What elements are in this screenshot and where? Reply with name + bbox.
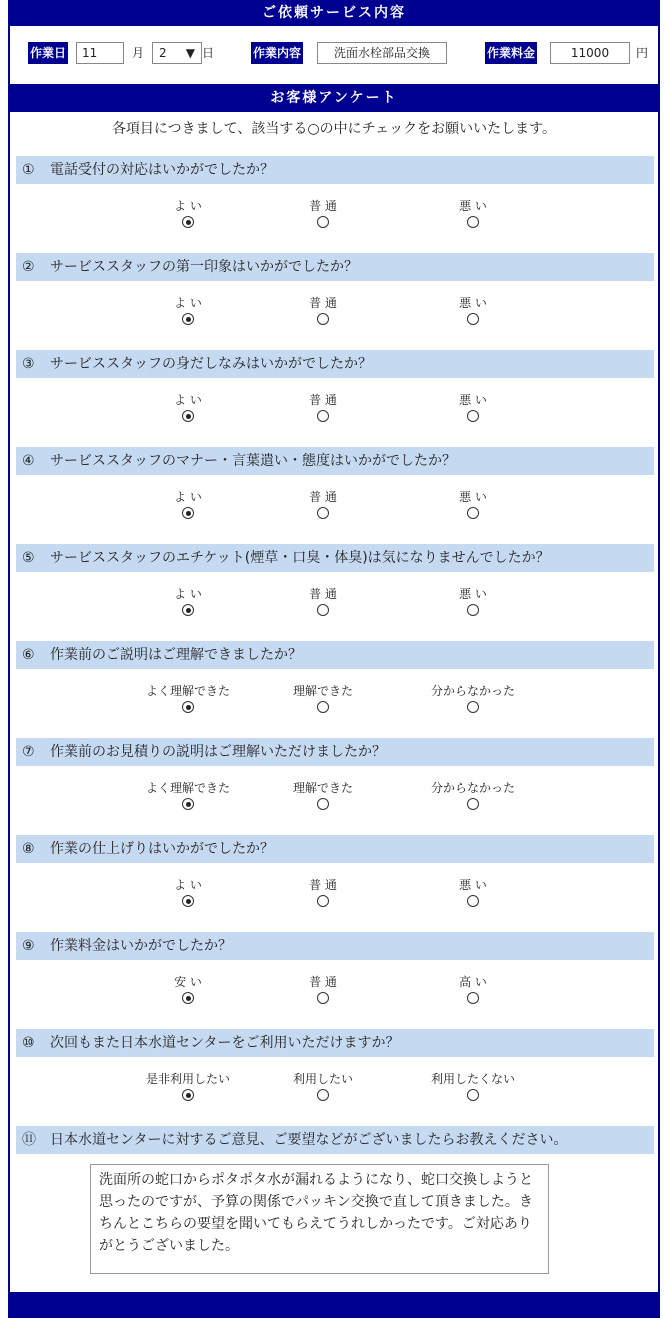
option-label: よ い bbox=[174, 199, 202, 213]
option-1-1 bbox=[128, 198, 248, 228]
option-9-2 bbox=[263, 974, 383, 1004]
option-10-3 bbox=[413, 1071, 533, 1101]
month-unit: 月 bbox=[132, 46, 145, 60]
question-text: 作業の仕上げりはいかがでしたか？ bbox=[50, 841, 274, 857]
option-2-1 bbox=[128, 295, 248, 325]
option-9-3 bbox=[413, 974, 533, 1004]
service-details bbox=[10, 26, 658, 84]
question-3 bbox=[16, 350, 654, 378]
option-3-2 bbox=[263, 392, 383, 422]
option-4-1 bbox=[128, 489, 248, 519]
option-label: 悪 い bbox=[459, 490, 487, 504]
option-label: 安 い bbox=[174, 975, 202, 989]
option-8-1 bbox=[128, 877, 248, 907]
option-label: 悪 い bbox=[459, 587, 487, 601]
radio-button[interactable] bbox=[317, 313, 329, 325]
option-label: 普 通 bbox=[309, 296, 337, 310]
question-number: ⑪ bbox=[22, 1132, 36, 1148]
day-select[interactable] bbox=[152, 42, 202, 64]
footer-bar bbox=[10, 1292, 658, 1318]
radio-button[interactable] bbox=[467, 895, 479, 907]
question-number: ⑩ bbox=[22, 1035, 35, 1051]
fee-unit: 円 bbox=[636, 46, 649, 60]
option-label: 悪 い bbox=[459, 878, 487, 892]
radio-button[interactable] bbox=[182, 701, 194, 713]
question-number: ⑥ bbox=[22, 647, 35, 663]
dropdown-arrow-icon: ▼ bbox=[185, 46, 195, 60]
radio-button[interactable] bbox=[182, 992, 194, 1004]
work-content-label: 作業内容 bbox=[251, 42, 303, 64]
option-8-2 bbox=[263, 877, 383, 907]
option-8-3 bbox=[413, 877, 533, 907]
question-number: ⑨ bbox=[22, 938, 35, 954]
option-label: 利用したくない bbox=[430, 1072, 515, 1086]
fee-label: 作業料金 bbox=[485, 42, 537, 64]
radio-button[interactable] bbox=[317, 895, 329, 907]
question-10 bbox=[16, 1029, 654, 1057]
option-label: よ い bbox=[174, 490, 202, 504]
month-field[interactable]: 11 bbox=[76, 42, 124, 64]
option-label: 普 通 bbox=[309, 878, 337, 892]
option-label: 悪 い bbox=[459, 296, 487, 310]
question-text: 作業前のお見積りの説明はご理解いただけましたか？ bbox=[50, 744, 386, 760]
question-text: 次回もまた日本水道センターをご利用いただけますか？ bbox=[50, 1035, 400, 1051]
option-label: よ い bbox=[174, 393, 202, 407]
option-label: よ い bbox=[174, 296, 202, 310]
instruction-text: 各項目につきまして、該当する○の中にチェックをお願いいたします。 bbox=[111, 121, 557, 137]
radio-button[interactable] bbox=[317, 992, 329, 1004]
radio-button[interactable] bbox=[317, 410, 329, 422]
option-3-3 bbox=[413, 392, 533, 422]
question-text: 作業前のご説明はご理解できましたか？ bbox=[50, 647, 302, 663]
radio-button[interactable] bbox=[182, 895, 194, 907]
work-date-label: 作業日 bbox=[28, 42, 68, 64]
option-label: 分からなかった bbox=[430, 781, 515, 795]
question-number: ⑧ bbox=[22, 841, 35, 857]
question-text: 作業料金はいかがでしたか？ bbox=[50, 938, 232, 954]
radio-button[interactable] bbox=[467, 313, 479, 325]
option-label: 分からなかった bbox=[430, 684, 515, 698]
question-11 bbox=[16, 1126, 654, 1154]
question-text: 電話受付の対応はいかがでしたか？ bbox=[50, 162, 274, 178]
day-value: 2 bbox=[159, 46, 167, 60]
fee-field[interactable]: 11000 bbox=[550, 42, 630, 64]
question-number: ① bbox=[22, 162, 35, 178]
option-label: 普 通 bbox=[309, 490, 337, 504]
question-number: ⑦ bbox=[22, 744, 35, 760]
option-6-2 bbox=[263, 683, 383, 713]
option-10-1 bbox=[128, 1071, 248, 1101]
option-label: よく理解できた bbox=[145, 684, 230, 698]
radio-button[interactable] bbox=[467, 410, 479, 422]
option-9-1 bbox=[128, 974, 248, 1004]
day-unit: 日 bbox=[202, 46, 215, 60]
option-label: 是非利用したい bbox=[145, 1072, 230, 1086]
radio-button[interactable] bbox=[467, 992, 479, 1004]
radio-button[interactable] bbox=[182, 216, 194, 228]
radio-button[interactable] bbox=[317, 604, 329, 616]
radio-button[interactable] bbox=[317, 798, 329, 810]
option-1-3 bbox=[413, 198, 533, 228]
question-1 bbox=[16, 156, 654, 184]
option-2-2 bbox=[263, 295, 383, 325]
question-text: サービススタッフの第一印象はいかがでしたか？ bbox=[50, 259, 358, 275]
radio-button[interactable] bbox=[467, 507, 479, 519]
question-number: ② bbox=[22, 259, 35, 275]
option-label: 普 通 bbox=[309, 975, 337, 989]
radio-button[interactable] bbox=[317, 701, 329, 713]
radio-button[interactable] bbox=[467, 1089, 479, 1101]
radio-button[interactable] bbox=[467, 604, 479, 616]
radio-button[interactable] bbox=[467, 216, 479, 228]
question-number: ④ bbox=[22, 453, 35, 469]
survey-header: お客様アンケート bbox=[10, 84, 658, 112]
option-5-2 bbox=[263, 586, 383, 616]
survey-form bbox=[8, 0, 660, 1318]
option-10-2 bbox=[263, 1071, 383, 1101]
option-2-3 bbox=[413, 295, 533, 325]
option-label: 利用したい bbox=[292, 1072, 353, 1086]
option-label: 悪 い bbox=[459, 199, 487, 213]
option-1-2 bbox=[263, 198, 383, 228]
option-label: よく理解できた bbox=[145, 781, 230, 795]
question-6 bbox=[16, 641, 654, 669]
question-text: サービススタッフのエチケット(煙草・口臭・体臭)は気になりませんでしたか？ bbox=[50, 550, 550, 566]
question-number: ③ bbox=[22, 356, 35, 372]
service-header: ご依頼サービス内容 bbox=[10, 0, 658, 26]
question-number: ⑤ bbox=[22, 550, 35, 566]
comment-textarea[interactable]: 洗面所の蛇口からポタポタ水が漏れるようになり、蛇口交換しようと思ったのですが、予算の関係でパッキン交換で直して頂きました。きちんとこちらの要望を聞いてもらえてうれしかったです。ご対応ありがとうございました。 bbox=[90, 1164, 549, 1274]
option-label: 理解できた bbox=[292, 781, 353, 795]
option-6-3 bbox=[413, 683, 533, 713]
option-label: よ い bbox=[174, 878, 202, 892]
question-2 bbox=[16, 253, 654, 281]
radio-button[interactable] bbox=[467, 798, 479, 810]
option-label: 普 通 bbox=[309, 393, 337, 407]
question-4 bbox=[16, 447, 654, 475]
question-7 bbox=[16, 738, 654, 766]
option-4-2 bbox=[263, 489, 383, 519]
option-5-1 bbox=[128, 586, 248, 616]
radio-button[interactable] bbox=[182, 410, 194, 422]
option-5-3 bbox=[413, 586, 533, 616]
question-9 bbox=[16, 932, 654, 960]
question-text: 日本水道センターに対するご意見、ご要望などがございましたらお教えください。 bbox=[50, 1132, 568, 1148]
radio-button[interactable] bbox=[317, 216, 329, 228]
option-label: 普 通 bbox=[309, 587, 337, 601]
question-text: サービススタッフのマナー・言葉遣い・態度はいかがでしたか？ bbox=[50, 453, 456, 469]
question-5 bbox=[16, 544, 654, 572]
radio-button[interactable] bbox=[317, 507, 329, 519]
option-label: 理解できた bbox=[292, 684, 353, 698]
radio-button[interactable] bbox=[467, 701, 479, 713]
option-7-1 bbox=[128, 780, 248, 810]
option-3-1 bbox=[128, 392, 248, 422]
option-7-3 bbox=[413, 780, 533, 810]
radio-button[interactable] bbox=[182, 604, 194, 616]
radio-button[interactable] bbox=[182, 313, 194, 325]
radio-button[interactable] bbox=[182, 1089, 194, 1101]
option-label: 普 通 bbox=[309, 199, 337, 213]
option-4-3 bbox=[413, 489, 533, 519]
option-7-2 bbox=[263, 780, 383, 810]
work-content-field[interactable]: 洗面水栓部品交換 bbox=[317, 42, 447, 64]
radio-button[interactable] bbox=[317, 1089, 329, 1101]
option-label: よ い bbox=[174, 587, 202, 601]
option-6-1 bbox=[128, 683, 248, 713]
radio-button[interactable] bbox=[182, 798, 194, 810]
question-text: サービススタッフの身だしなみはいかがでしたか？ bbox=[50, 356, 372, 372]
option-label: 悪 い bbox=[459, 393, 487, 407]
radio-button[interactable] bbox=[182, 507, 194, 519]
option-label: 高 い bbox=[459, 975, 487, 989]
question-8 bbox=[16, 835, 654, 863]
